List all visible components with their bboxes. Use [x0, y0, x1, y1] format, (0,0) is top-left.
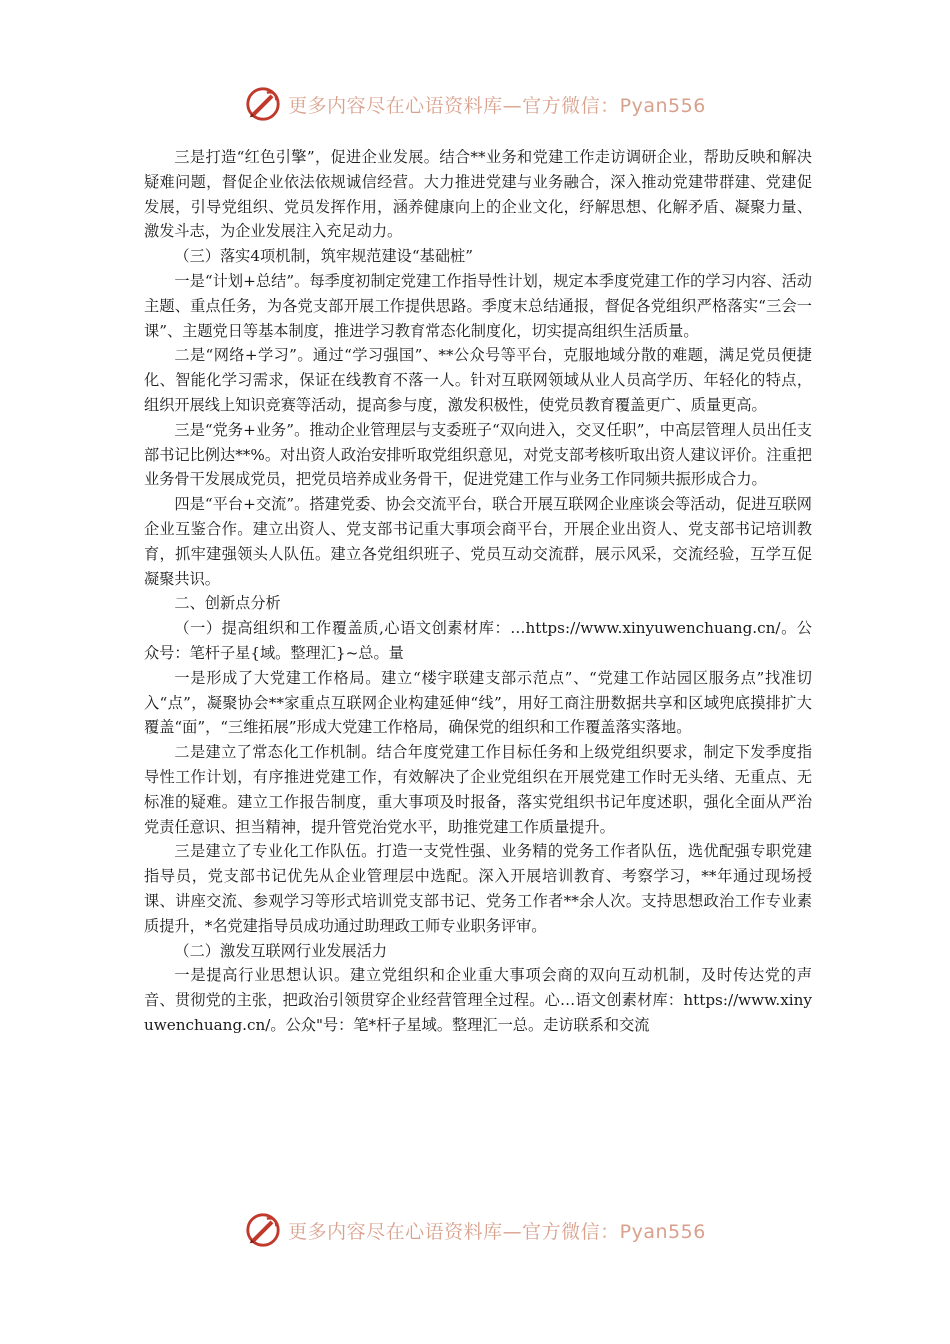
- watermark-text: 更多内容尽在心语资料库—官方微信：Pyan556: [288, 94, 706, 117]
- watermark-banner-bottom: [0, 1208, 950, 1252]
- section-heading: 二、创新点分析: [174, 594, 281, 613]
- paragraph: 三是“党务+业务”。推动企业管理层与支委班子“双向进入，交叉任职”，中高层管理人员出任支部书记比例达**%。对出资人政治安排听取党组织意见，对党支部考核听取出资人建议评价。注重把业务骨干发展成党员，把党员培养成业务骨干，促进党建工作与业务工作同频共振形成合力。: [144, 420, 812, 489]
- paragraph: 三是建立了专业化工作队伍。打造一支党性强、业务精的党务工作者队伍，选优配强专职党建指导员，党支部书记优先从企业管理层中选配。深入开展培训教育、考察学习，**年通过现场授课、讲座交流、参观学习等形式培训党支部书记、党务工作者**余人次。支持思想政治工作专业素质提升，*名党建指导员成功通过助理政工师专业职务评审。: [144, 842, 812, 935]
- pen-logo-icon: [244, 1211, 282, 1249]
- paragraph: 一是“计划+总结”。每季度初制定党建工作指导性计划，规定本季度党建工作的学习内容、活动主题、重点任务，为各党支部开展工作提供思路。季度末总结通报，督促各党组织严格落实“三会一课”、主题党日等基本制度，推进学习教育常态化制度化，切实提高组织生活质量。: [144, 271, 812, 340]
- subsection-heading: （二）激发互联网行业发展活力: [174, 941, 388, 960]
- subsection-heading: （一）提高组织和工作覆盖质,心语文创素材库：…https://www.xinyuwenchuang.cn/。公众号：笔杆子星{域。整理汇}~总。量: [144, 619, 812, 662]
- paragraph: 四是“平台+交流”。搭建党委、协会交流平台，联合开展互联网企业座谈会等活动，促进互联网企业互鉴合作。建立出资人、党支部书记重大事项会商平台，开展企业出资人、党支部书记培训教育，抓牢建强领头人队伍。建立各党组织班子、党员互动交流群，展示风采，交流经验，互学互促凝聚共识。: [144, 495, 812, 588]
- document-body: [144, 145, 812, 1038]
- paragraph: 二是建立了常态化工作机制。结合年度党建工作目标任务和上级党组织要求，制定下发季度指导性工作计划，有序推进党建工作，有效解决了企业党组织在开展党建工作时无头绪、无重点、无标准的疑难。建立工作报告制度，重大事项及时报备，落实党组织书记年度述职，强化全面从严治党责任意识、担当精神，提升管党治党水平，助推党建工作质量提升。: [144, 743, 812, 836]
- paragraph: 一是形成了大党建工作格局。建立“楼宇联建支部示范点”、“党建工作站园区服务点”找准切入“点”，凝聚协会**家重点互联网企业构建延伸“线”，用好工商注册数据共享和区域兜底摸排扩大覆盖“面”，“三维拓展”形成大党建工作格局，确保党的组织和工作覆盖落实落地。: [144, 668, 812, 737]
- watermark-banner-top: [0, 82, 950, 126]
- paragraph: 一是提高行业思想认识。建立党组织和企业重大事项会商的双向互动机制，及时传达党的声音、贯彻党的主张，把政治引领贯穿企业经营管理全过程。心…语文创素材库：https://www.xinyuwenchuang.cn/。公众"号：笔*杆子星域。整理汇一总。走访联系和交流: [144, 966, 812, 1034]
- watermark-text: 更多内容尽在心语资料库—官方微信：Pyan556: [288, 1220, 706, 1243]
- pen-logo-icon: [244, 85, 282, 123]
- paragraph: 二是“网络+学习”。通过“学习强国”、**公众号等平台，克服地域分散的难题，满足党员便捷化、智能化学习需求，保证在线教育不落一人。针对互联网领域从业人员高学历、年轻化的特点，组织开展线上知识竞赛等活动，提高参与度，激发积极性，使党员教育覆盖更广、质量更高。: [144, 346, 812, 414]
- paragraph: 三是打造“红色引擎”，促进企业发展。结合**业务和党建工作走访调研企业，帮助反映和解决疑难问题，督促企业依法依规诚信经营。大力推进党建与业务融合，深入推动党建带群建、党建促发展，引导党组织、党员发挥作用，涵养健康向上的企业文化，纾解思想、化解矛盾、凝聚力量、激发斗志，为企业发展注入充足动力。: [144, 148, 812, 241]
- section-heading: （三）落实4项机制，筑牢规范建设“基础桩”: [174, 247, 473, 266]
